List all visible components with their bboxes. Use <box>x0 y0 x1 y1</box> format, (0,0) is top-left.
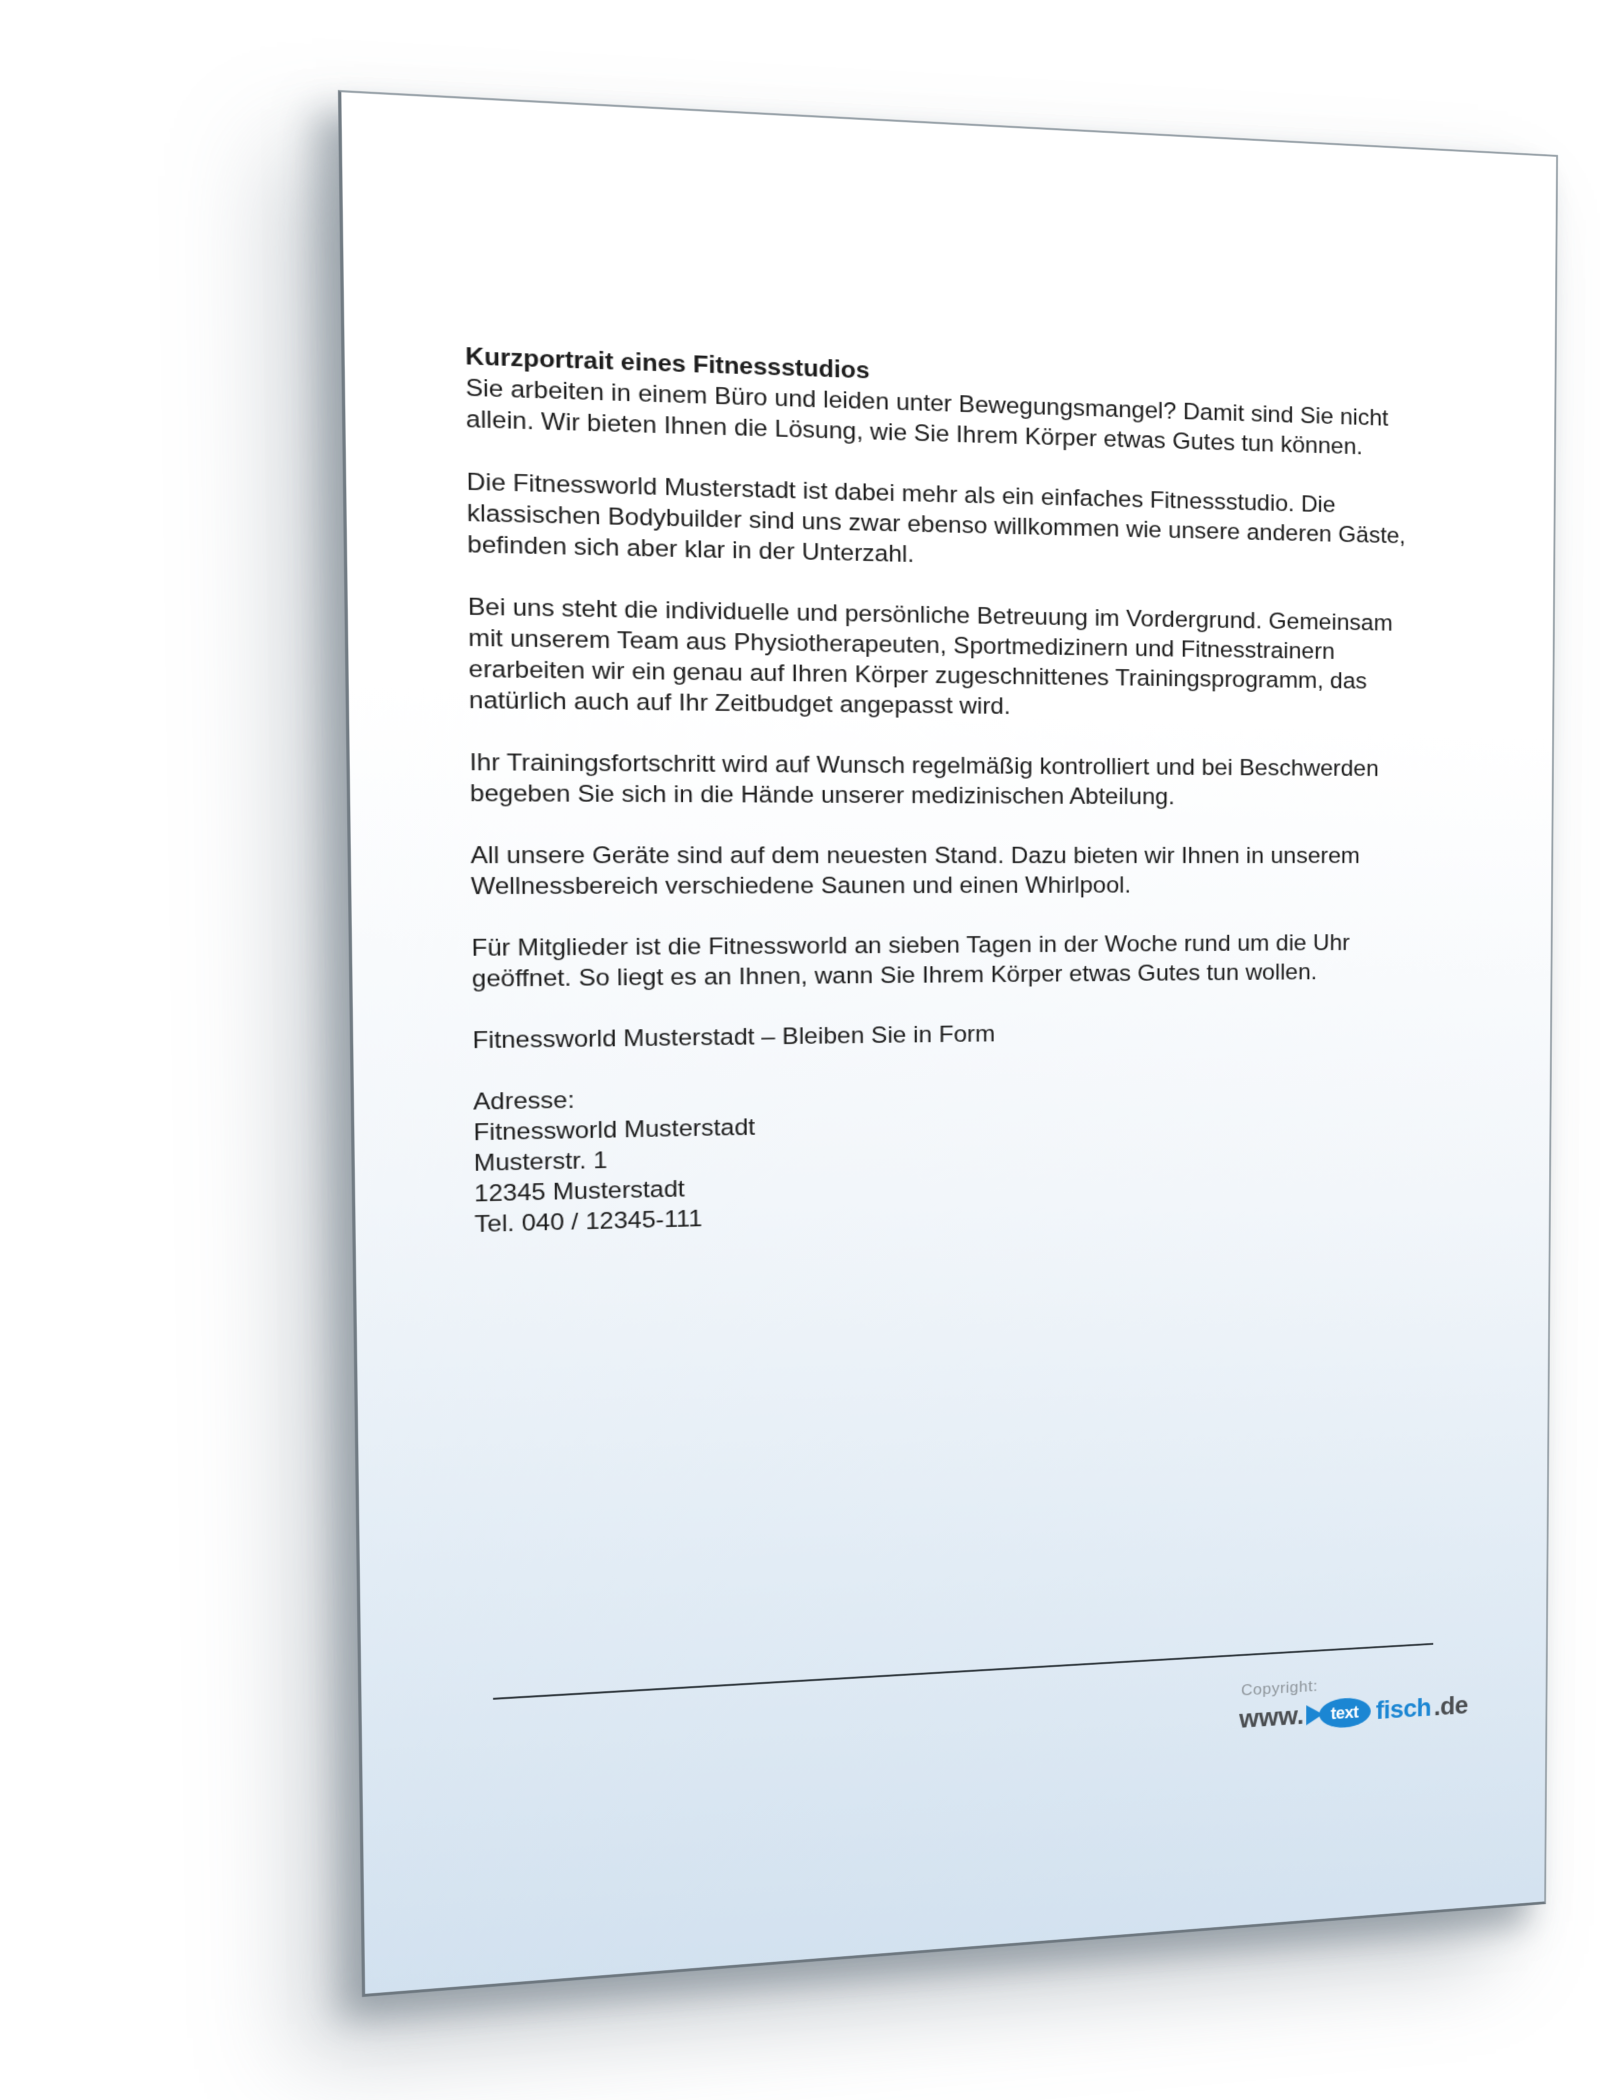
address-line: Musterstr. 1 <box>473 1147 608 1177</box>
document-body <box>465 341 1446 1240</box>
paragraph: Ihr Trainingsfortschritt wird auf Wunsch regelmäßig kontrolliert und bei Beschwerden begeben Sie sich in die Hände unserer medizinischen Abteilung. <box>469 749 1379 810</box>
footer-copyright-block <box>1239 1668 1468 1735</box>
logo-text-word: text <box>1330 1702 1359 1723</box>
address-label: Adresse: <box>473 1087 575 1116</box>
logo-tld-text: .de <box>1433 1691 1468 1721</box>
document-title: Kurzportrait eines Fitnessstudios <box>465 343 870 385</box>
fish-body-shape <box>1319 1697 1371 1729</box>
logo-www-text: www. <box>1239 1701 1304 1733</box>
paragraph: Für Mitglieder ist die Fitnessworld an sieben Tagen in der Woche rund um die Uhr geöffnet. So liegt es an Ihnen, wann Sie Ihrem Körper etwas Gutes tun wollen. <box>471 930 1350 993</box>
paragraph: Sie arbeiten in einem Büro und leiden unter Bewegungsmangel? Damit sind Sie nicht allein. Wir bieten Ihnen die Lösung, wie Sie Ihrem Körper etwas Gutes tun können. <box>465 374 1389 460</box>
document-page <box>338 90 1558 1997</box>
fish-icon <box>1306 1696 1373 1731</box>
copyright-label: Copyright: <box>1241 1677 1318 1700</box>
address-line: Fitnessworld Musterstadt <box>473 1114 756 1147</box>
paragraph: All unsere Geräte sind auf dem neuesten Stand. Dazu bieten wir Ihnen in unserem Wellnessbereich verschiedene Saunen und einen Whirlpool. <box>470 842 1361 901</box>
address-line: 12345 Musterstadt <box>473 1176 685 1208</box>
slogan-line: Fitnessworld Musterstadt – Bleiben Sie in Form <box>472 1021 996 1055</box>
logo-fisch-word: fisch <box>1375 1693 1432 1725</box>
paragraph: Die Fitnessworld Musterstadt ist dabei mehr als ein einfaches Fitnessstudio. Die klassischen Bodybuilder sind uns zwar ebenso willkommen wie unsere anderen Gäste, befinden sich aber klar in der Unterzahl. <box>466 468 1406 568</box>
paragraph: Bei uns steht die individuelle und persönliche Betreuung im Vordergrund. Gemeinsam mit unserem Team aus Physiotherapeuten, Sportmedizinern und Fitnesstrainern erarbeiten wir ein genau auf Ihren Körper zugeschnittenes Trainingsprogramm, das natürlich auch auf Ihr Zeitbudget angepasst wird. <box>467 593 1393 720</box>
address-line: Tel. 040 / 12345-111 <box>474 1205 703 1238</box>
